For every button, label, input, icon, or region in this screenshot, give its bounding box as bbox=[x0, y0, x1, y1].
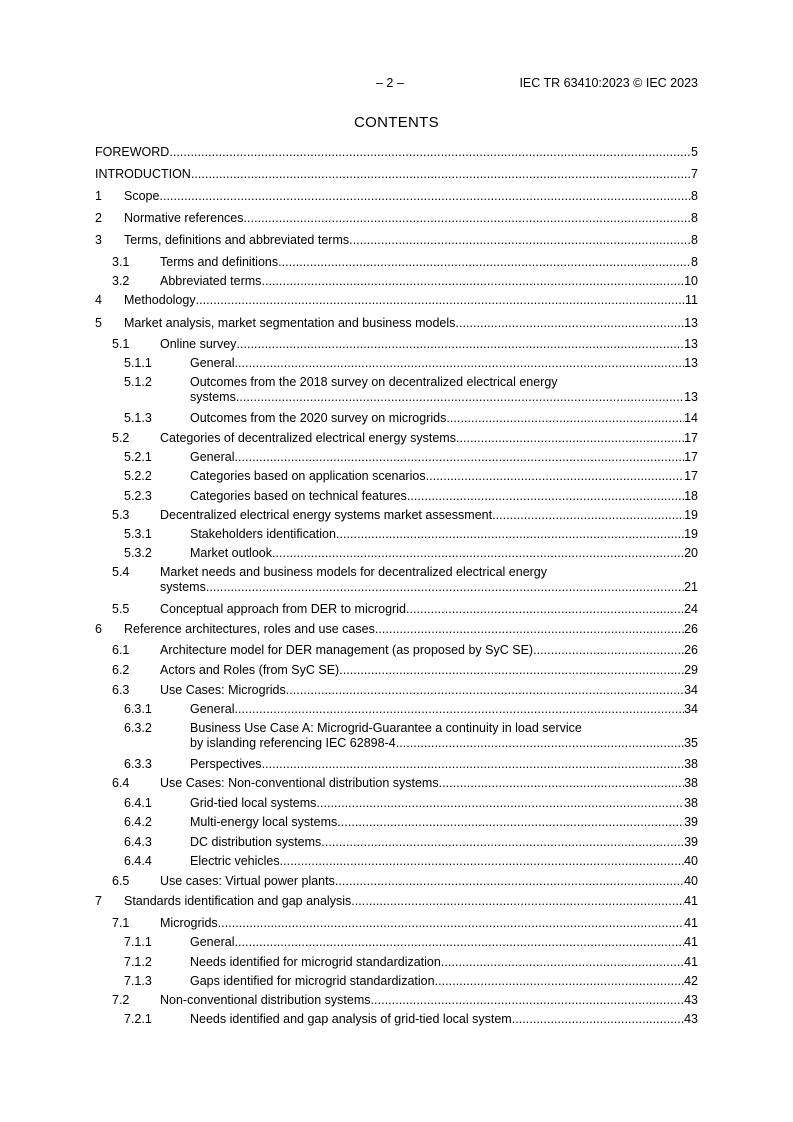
toc-entry-page: 17 bbox=[684, 469, 698, 483]
toc-entry-number: 3.1 bbox=[112, 255, 130, 269]
dot-leader bbox=[262, 757, 685, 772]
toc-entry-number: 5.4 bbox=[112, 565, 130, 579]
toc-entry-title: General bbox=[190, 935, 235, 949]
dot-leader bbox=[280, 854, 684, 869]
dot-leader bbox=[441, 955, 684, 970]
toc-entry-page: 40 bbox=[684, 874, 698, 888]
toc-entry-title: Needs identified for microgrid standardization bbox=[190, 955, 441, 969]
dot-leader bbox=[375, 622, 684, 637]
toc-entry-number: 7.1.1 bbox=[124, 935, 152, 949]
standard-reference: IEC TR 63410:2023 © IEC 2023 bbox=[519, 76, 698, 90]
dot-leader bbox=[407, 489, 684, 504]
toc-entry-page: 38 bbox=[684, 776, 698, 790]
dot-leader bbox=[426, 469, 685, 484]
toc-entry-number: 6.4 bbox=[112, 776, 130, 790]
toc-entry-number: 5.2.1 bbox=[124, 450, 152, 464]
toc-entry-title: Stakeholders identification bbox=[190, 527, 336, 541]
toc-entry-page: 8 bbox=[691, 211, 698, 225]
dot-leader bbox=[272, 546, 684, 561]
toc-entry-title: Market outlook bbox=[190, 546, 272, 560]
toc-entry-page: 10 bbox=[684, 274, 698, 288]
toc-entry-title: Use Cases: Non-conventional distribution systems bbox=[160, 776, 439, 790]
toc-entry-number: 5.1.3 bbox=[124, 411, 152, 425]
toc-entry-page: 11 bbox=[685, 293, 698, 307]
dot-leader bbox=[236, 337, 684, 352]
toc-entry-page: 13 bbox=[684, 337, 698, 351]
toc-entry-title-continued: systems bbox=[160, 580, 206, 594]
dot-leader bbox=[261, 274, 684, 289]
toc-entry-page: 21 bbox=[684, 580, 698, 594]
toc-entry-number: 6.4.4 bbox=[124, 854, 152, 868]
toc-entry-number: 6.4.3 bbox=[124, 835, 152, 849]
toc-entry-page: 38 bbox=[684, 796, 698, 810]
toc-entry-number: 3.2 bbox=[112, 274, 130, 288]
toc-entry-page: 8 bbox=[691, 233, 698, 247]
dot-leader bbox=[371, 993, 685, 1008]
dot-leader bbox=[337, 815, 684, 830]
toc-entry-page: 41 bbox=[684, 955, 698, 969]
dot-leader bbox=[456, 431, 684, 446]
toc-entry-title: Use Cases: Microgrids bbox=[160, 683, 286, 697]
toc-entry-page: 39 bbox=[684, 815, 698, 829]
toc-entry-number: 7.2 bbox=[112, 993, 130, 1007]
dot-leader bbox=[234, 702, 684, 717]
toc-entry-number: 5.3.1 bbox=[124, 527, 152, 541]
dot-leader bbox=[286, 683, 684, 698]
dot-leader bbox=[455, 316, 684, 331]
dot-leader bbox=[335, 874, 684, 889]
toc-entry-title: General bbox=[190, 450, 235, 464]
toc-entry-title: Multi-energy local systems bbox=[190, 815, 338, 829]
dot-leader bbox=[351, 894, 684, 909]
toc-entry-page: 20 bbox=[684, 546, 698, 560]
toc-entry-page: 26 bbox=[684, 643, 698, 657]
toc-entry-title: Actors and Roles (from SyC SE) bbox=[160, 663, 340, 677]
toc-entry-title: Outcomes from the 2018 survey on decentralized electrical energy bbox=[190, 375, 558, 389]
toc-entry-number: 5.3 bbox=[112, 508, 130, 522]
toc-entry-title: Market analysis, market segmentation and business models bbox=[124, 316, 456, 330]
toc-entry-title: Categories based on application scenarios bbox=[190, 469, 426, 483]
dot-leader bbox=[206, 580, 684, 595]
toc-entry-page: 17 bbox=[684, 431, 698, 445]
toc-entry-title: INTRODUCTION bbox=[95, 167, 191, 181]
dot-leader bbox=[435, 974, 685, 989]
dot-leader bbox=[533, 643, 684, 658]
toc-entry-page: 8 bbox=[691, 255, 698, 269]
toc-entry-title: Categories of decentralized electrical energy systems bbox=[160, 431, 456, 445]
toc-entry-title-continued: systems bbox=[190, 390, 236, 404]
toc-entry-number: 7.2.1 bbox=[124, 1012, 152, 1026]
toc-entry-number: 1 bbox=[95, 189, 102, 203]
dot-leader bbox=[234, 356, 684, 371]
toc-entry-title: Decentralized electrical energy systems market assessment bbox=[160, 508, 493, 522]
toc-entry-title: Reference architectures, roles and use cases bbox=[124, 622, 375, 636]
toc-entry-page: 14 bbox=[684, 411, 698, 425]
toc-entry-page: 19 bbox=[684, 527, 698, 541]
toc-entry-page: 13 bbox=[684, 390, 698, 404]
toc-entry-page: 34 bbox=[684, 683, 698, 697]
toc-entry-number: 6.4.2 bbox=[124, 815, 152, 829]
dot-leader bbox=[169, 145, 691, 160]
toc-entry-title: Gaps identified for microgrid standardization bbox=[190, 974, 435, 988]
toc-entry-number: 5.2.3 bbox=[124, 489, 152, 503]
toc-entry-page: 13 bbox=[684, 356, 698, 370]
toc-entry-page: 29 bbox=[684, 663, 698, 677]
toc-entry-page: 13 bbox=[684, 316, 698, 330]
dot-leader bbox=[191, 167, 691, 182]
dot-leader bbox=[406, 602, 684, 617]
toc-entry-number: 7.1.2 bbox=[124, 955, 152, 969]
toc-entry-number: 5.1.1 bbox=[124, 356, 152, 370]
dot-leader bbox=[244, 211, 692, 226]
toc-entry-number: 5.1 bbox=[112, 337, 130, 351]
dot-leader bbox=[321, 835, 684, 850]
toc-entry-page: 39 bbox=[684, 835, 698, 849]
dot-leader bbox=[234, 935, 684, 950]
toc-entry-page: 26 bbox=[684, 622, 698, 636]
toc-entry-title: Normative references bbox=[124, 211, 244, 225]
toc-entry-page: 5 bbox=[691, 145, 698, 159]
toc-entry-title: Non-conventional distribution systems bbox=[160, 993, 371, 1007]
dot-leader bbox=[349, 233, 691, 248]
toc-entry-number: 6.3.3 bbox=[124, 757, 152, 771]
toc-entry-title: Outcomes from the 2020 survey on microgrids bbox=[190, 411, 447, 425]
toc-entry-title: Conceptual approach from DER to microgrid bbox=[160, 602, 406, 616]
dot-leader bbox=[278, 255, 691, 270]
toc-entry-page: 40 bbox=[684, 854, 698, 868]
dot-leader bbox=[196, 293, 685, 308]
toc-entry-title: Use cases: Virtual power plants bbox=[160, 874, 335, 888]
toc-entry-title: FOREWORD bbox=[95, 145, 170, 159]
toc-entry-number: 7.1 bbox=[112, 916, 130, 930]
toc-entry-number: 5 bbox=[95, 316, 102, 330]
dot-leader bbox=[492, 508, 684, 523]
dot-leader bbox=[396, 736, 684, 751]
dot-leader bbox=[336, 527, 684, 542]
toc-entry-title: Business Use Case A: Microgrid-Guarantee a continuity in load service bbox=[190, 721, 582, 735]
toc-entry-number: 5.5 bbox=[112, 602, 130, 616]
toc-entry-page: 41 bbox=[684, 894, 698, 908]
dot-leader bbox=[236, 390, 684, 405]
toc-entry-number: 6 bbox=[95, 622, 102, 636]
contents-title: CONTENTS bbox=[354, 114, 439, 131]
toc-entry-page: 18 bbox=[684, 489, 698, 503]
toc-entry-title: Terms and definitions bbox=[160, 255, 279, 269]
toc-entry-number: 5.2 bbox=[112, 431, 130, 445]
toc-entry-title: Grid-tied local systems bbox=[190, 796, 317, 810]
toc-entry-page: 19 bbox=[684, 508, 698, 522]
toc-entry-page: 41 bbox=[684, 935, 698, 949]
toc-entry-number: 6.3.2 bbox=[124, 721, 152, 735]
toc-entry-title: Needs identified and gap analysis of grid-tied local system bbox=[190, 1012, 512, 1026]
toc-entry-title: Categories based on technical features bbox=[190, 489, 407, 503]
toc-entry-title: DC distribution systems bbox=[190, 835, 322, 849]
toc-entry-number: 7 bbox=[95, 894, 102, 908]
toc-entry-title: Electric vehicles bbox=[190, 854, 280, 868]
toc-entry-title: Terms, definitions and abbreviated terms bbox=[124, 233, 350, 247]
toc-entry-number: 6.4.1 bbox=[124, 796, 152, 810]
page-number: – 2 – bbox=[376, 76, 404, 90]
toc-entry-page: 43 bbox=[684, 993, 698, 1007]
toc-entry-title: General bbox=[190, 356, 235, 370]
toc-entry-title: Market needs and business models for decentralized electrical energy bbox=[160, 565, 548, 579]
page-header bbox=[95, 76, 698, 92]
toc-entry-title: Standards identification and gap analysis bbox=[124, 894, 352, 908]
toc-entry-title-continued: by islanding referencing IEC 62898-4 bbox=[190, 736, 396, 750]
toc-entry-page: 7 bbox=[691, 167, 698, 181]
dot-leader bbox=[234, 450, 684, 465]
toc-entry-page: 43 bbox=[684, 1012, 698, 1026]
toc-entry-number: 5.2.2 bbox=[124, 469, 152, 483]
toc-entry-number: 6.1 bbox=[112, 643, 130, 657]
toc-entry-page: 17 bbox=[684, 450, 698, 464]
toc-entry-page: 34 bbox=[684, 702, 698, 716]
toc-entry-title: Microgrids bbox=[160, 916, 218, 930]
toc-entry-title: Abbreviated terms bbox=[160, 274, 262, 288]
toc-entry-page: 24 bbox=[684, 602, 698, 616]
toc-entry-page: 42 bbox=[684, 974, 698, 988]
dot-leader bbox=[439, 776, 684, 791]
toc-entry-number: 6.5 bbox=[112, 874, 130, 888]
dot-leader bbox=[316, 796, 684, 811]
toc-entry-number: 6.3 bbox=[112, 683, 130, 697]
toc-entry-page: 35 bbox=[684, 736, 698, 750]
toc-entry-page: 41 bbox=[684, 916, 698, 930]
toc-entry-title: Perspectives bbox=[190, 757, 262, 771]
toc-entry-page: 38 bbox=[684, 757, 698, 771]
dot-leader bbox=[446, 411, 684, 426]
toc-entry-title: General bbox=[190, 702, 235, 716]
dot-leader bbox=[159, 189, 691, 204]
toc-entry-title: Online survey bbox=[160, 337, 237, 351]
toc-entry-page: 8 bbox=[691, 189, 698, 203]
dot-leader bbox=[339, 663, 684, 678]
toc-entry-number: 4 bbox=[95, 293, 102, 307]
toc-entry-number: 6.3.1 bbox=[124, 702, 152, 716]
toc-entry-number: 2 bbox=[95, 211, 102, 225]
dot-leader bbox=[218, 916, 684, 931]
toc-entry-title: Scope bbox=[124, 189, 160, 203]
toc-entry-number: 5.3.2 bbox=[124, 546, 152, 560]
dot-leader bbox=[512, 1012, 684, 1027]
toc-entry-number: 6.2 bbox=[112, 663, 130, 677]
toc-entry-number: 5.1.2 bbox=[124, 375, 152, 389]
toc-entry-title: Methodology bbox=[124, 293, 196, 307]
toc-entry-title: Architecture model for DER management (as proposed by SyC SE) bbox=[160, 643, 534, 657]
toc-entry-number: 7.1.3 bbox=[124, 974, 152, 988]
toc-entry-number: 3 bbox=[95, 233, 102, 247]
